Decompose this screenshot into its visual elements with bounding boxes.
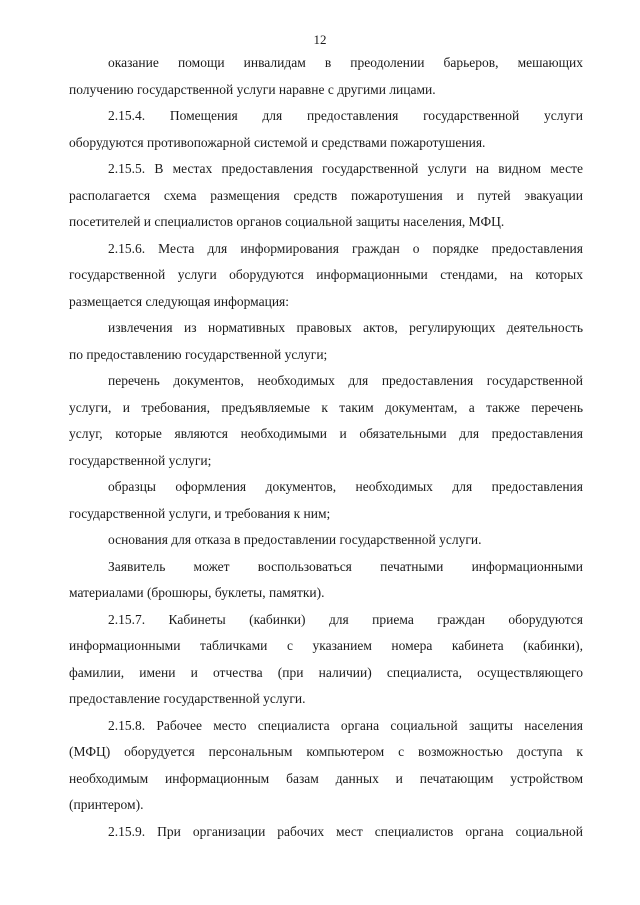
text-line: оказание помощи инвалидам в преодолении барьеров, мешающих (108, 55, 583, 70)
page-number: 12 (313, 32, 327, 47)
document-body (69, 50, 583, 845)
text-line: 2.15.9. При организации рабочих мест специалистов органа социальной (108, 823, 583, 839)
text-line: извлечения из нормативных правовых актов, регулирующих деятельность (108, 320, 583, 335)
text-line: Заявитель может воспользоваться печатными информационными (108, 558, 583, 574)
text-line: (МФЦ) оборудуется персональным компьютером с возможностью доступа к (69, 744, 583, 759)
text-line: образцы оформления документов, необходимых для предоставления (108, 479, 583, 494)
text-line: по предоставлению государственной услуги; (69, 346, 328, 362)
text-line: размещается следующая информация: (69, 293, 290, 309)
text-line: основания для отказа в предоставлении государственной услуги. (108, 532, 482, 547)
text-line: располагается схема размещения средств пожаротушения и путей эвакуации (69, 187, 583, 203)
text-line: перечень документов, необходимых для предоставления государственной (108, 373, 583, 388)
text-line: 2.15.6. Места для информирования граждан о порядке предоставления (108, 240, 583, 256)
text-line: услуги, и требования, предъявляемые к таким документам, а также перечень (69, 399, 583, 415)
text-line: (принтером). (69, 797, 144, 812)
text-line: необходимым информационным базам данных и печатающим устройством (69, 770, 583, 786)
text-line: фамилии, имени и отчества (при наличии) специалиста, осуществляющего (69, 664, 583, 680)
text-line: государственной услуги; (69, 452, 212, 468)
text-line: 2.15.5. В местах предоставления государственной услуги на видном месте (108, 161, 583, 176)
text-line: 2.15.8. Рабочее место специалиста органа социальной защиты населения (108, 717, 583, 733)
text-line: услуг, которые являются необходимыми и обязательными для предоставления (69, 426, 583, 441)
text-line: материалами (брошюры, буклеты, памятки). (69, 585, 325, 600)
text-line: государственной услуги, и требования к ним; (69, 505, 331, 521)
text-line: 2.15.4. Помещения для предоставления государственной услуги (108, 108, 583, 123)
text-line: предоставление государственной услуги. (69, 691, 306, 706)
text-line: 2.15.7. Кабинеты (кабинки) для приема граждан оборудуются (108, 611, 583, 627)
text-line: информационными табличками с указанием номера кабинета (кабинки), (69, 638, 583, 653)
text-line: оборудуются противопожарной системой и средствами пожаротушения. (69, 134, 486, 150)
text-line: посетителей и специалистов органов социальной защиты населения, МФЦ. (69, 214, 505, 229)
text-line: получению государственной услуги наравне с другими лицами. (69, 81, 436, 97)
text-line: государственной услуги оборудуются информационными стендами, на которых (69, 267, 583, 282)
